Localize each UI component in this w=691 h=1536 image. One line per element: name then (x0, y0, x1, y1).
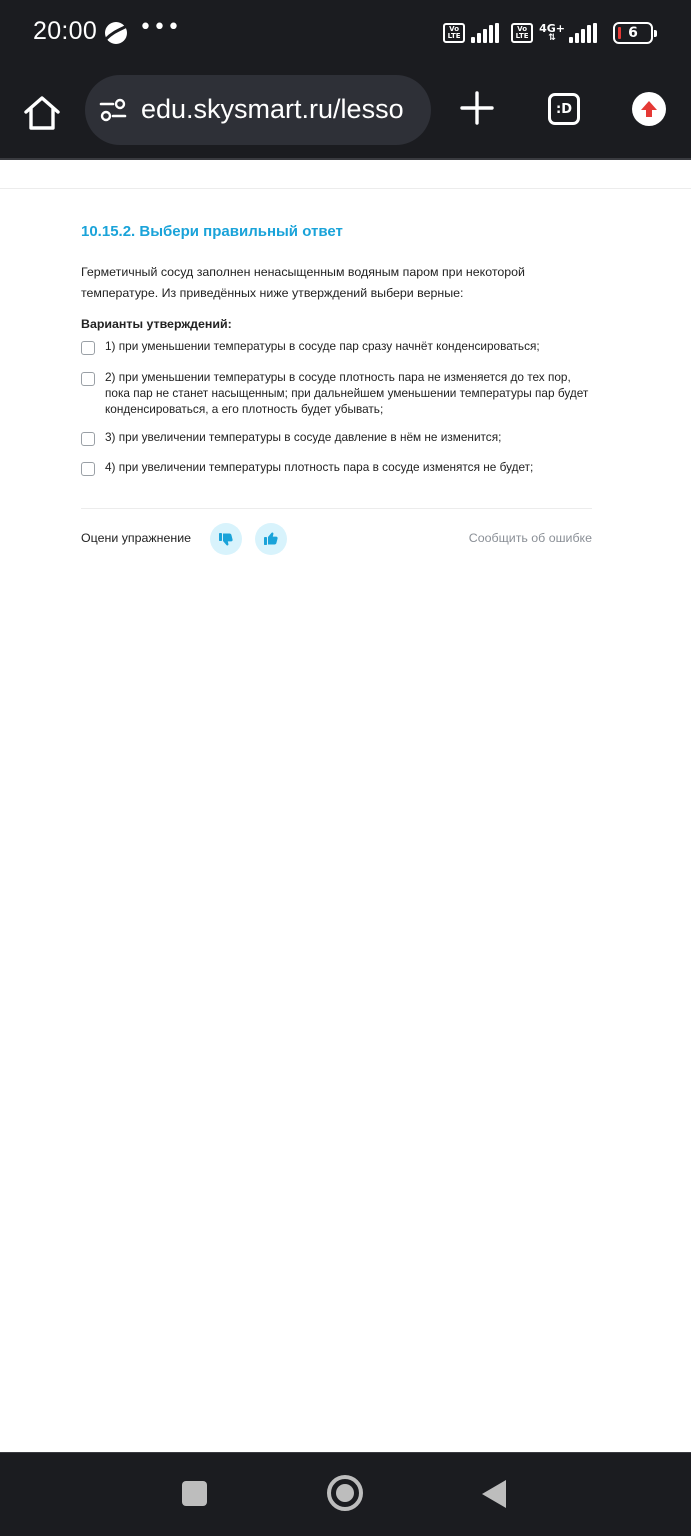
signal-strength-icon (569, 23, 597, 43)
answer-option[interactable] (81, 430, 601, 446)
recent-apps-icon[interactable] (182, 1481, 207, 1506)
thumbs-down-icon (218, 531, 234, 547)
tabs-icon[interactable]: :D (548, 93, 580, 125)
answer-option-text: 2) при уменьшении температуры в сосуде плотность пара не изменяется до тех пор, пока пар не станет насыщенным; при дальнейшем уменьшении температуры пар будет конденсироваться, а его плотность будет убывать; (105, 370, 589, 416)
like-button[interactable] (255, 523, 287, 555)
answer-checkbox[interactable] (81, 372, 95, 386)
answer-checkbox[interactable] (81, 341, 95, 355)
exercise-title: 10.15.2. Выбери правильный ответ (81, 223, 343, 240)
report-error-link[interactable]: Сообщить об ошибке (468, 531, 592, 545)
browser-toolbar (0, 66, 691, 160)
new-tab-icon[interactable] (457, 88, 497, 128)
thumbs-up-icon (263, 531, 279, 547)
battery-level: 6 (628, 25, 638, 41)
divider (0, 188, 691, 189)
answer-checkbox[interactable] (81, 432, 95, 446)
4g-plus-icon: 4G+ ⇅ (539, 22, 565, 43)
update-icon[interactable] (632, 92, 666, 126)
answer-option-text: 1) при уменьшении температуры в сосуде пар сразу начнёт конденсироваться; (105, 339, 540, 353)
system-indicators (443, 20, 653, 46)
arrow-up-icon (639, 99, 659, 119)
answer-option-text: 4) при увеличении температуры плотность пара в сосуде изменятся не будет; (105, 460, 534, 474)
divider (81, 508, 592, 509)
answer-checkbox[interactable] (81, 462, 95, 476)
url-text[interactable]: edu.skysmart.ru/lesso (141, 94, 404, 124)
volte-icon: Vo LTE (443, 23, 465, 43)
dislike-button[interactable] (210, 523, 242, 555)
battery-icon (613, 22, 653, 44)
back-triangle-icon[interactable] (482, 1480, 506, 1508)
home-icon[interactable] (20, 91, 64, 135)
rate-exercise-label: Оцени упражнение (81, 531, 192, 545)
signal-strength-icon (471, 23, 499, 43)
answer-option[interactable] (81, 339, 601, 355)
more-notifications-icon: ••• (139, 15, 181, 40)
answer-option[interactable] (81, 460, 601, 476)
volte-icon: Vo LTE (511, 23, 533, 43)
answer-option-text: 3) при увеличении температуры в сосуде давление в нём не изменится; (105, 430, 502, 444)
planet-notification-icon (103, 20, 129, 46)
clock: 20:00 (33, 17, 98, 45)
answer-option[interactable] (81, 370, 601, 417)
address-bar[interactable] (85, 75, 431, 145)
toolbar-divider (0, 158, 691, 160)
exercise-question: Герметичный сосуд заполнен ненасыщенным водяным паром при некоторой температуре. Из приведённых ниже утверждений выбери верные: (81, 265, 525, 300)
variants-label: Варианты утверждений: (81, 317, 232, 331)
home-circle-icon[interactable] (327, 1475, 363, 1511)
system-nav-bar (0, 1453, 691, 1536)
status-bar (0, 0, 691, 66)
site-settings-icon[interactable] (99, 97, 127, 123)
